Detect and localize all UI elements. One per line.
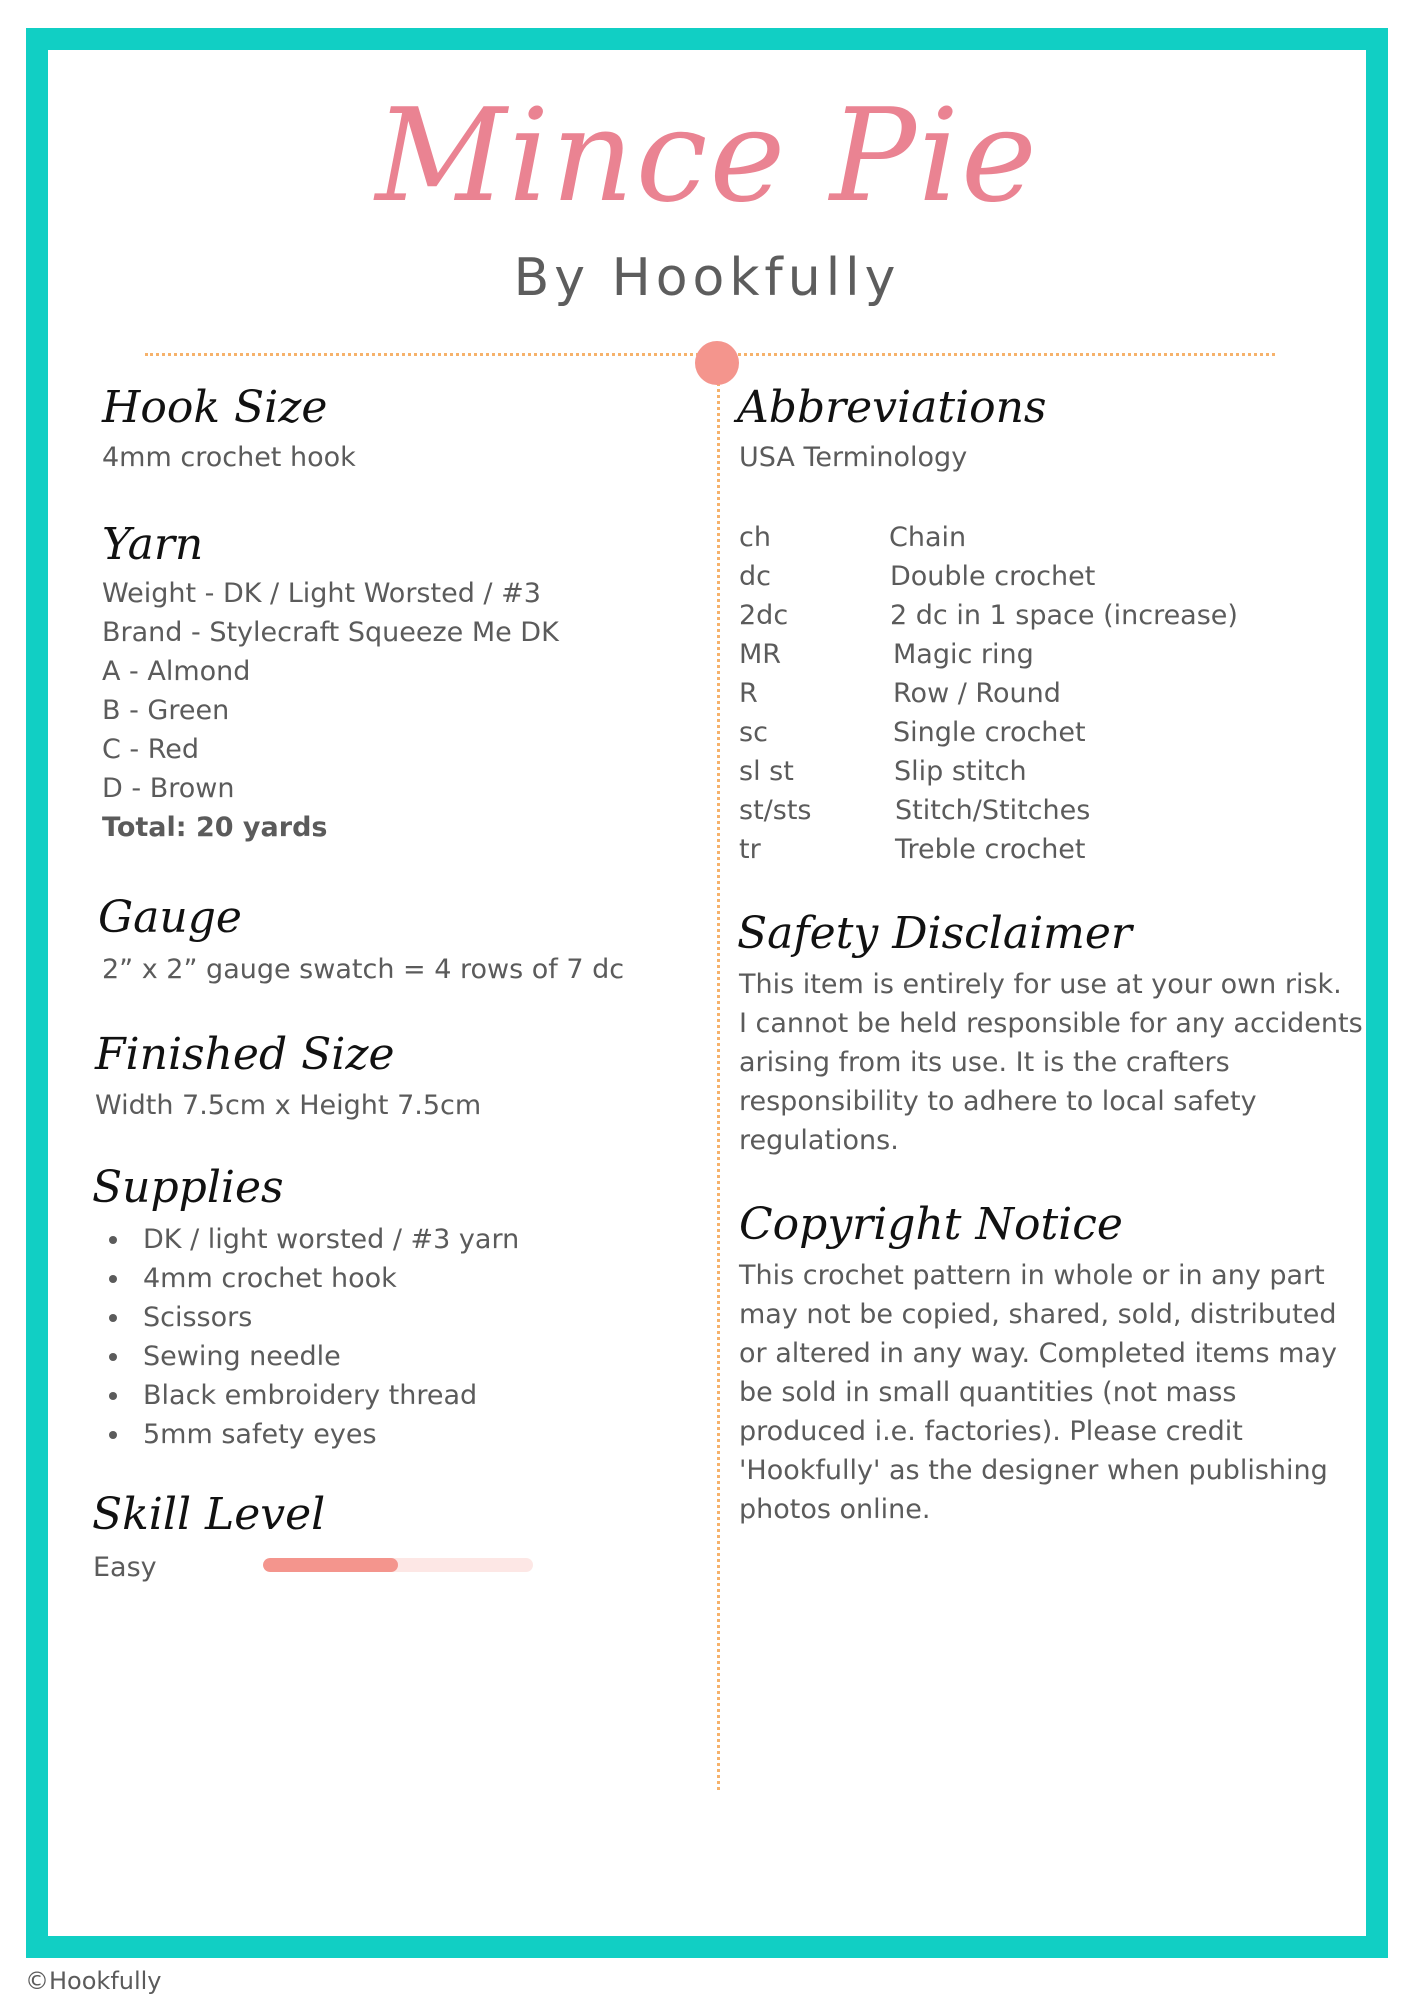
safety-line: responsibility to adhere to local safety [739, 1086, 1257, 1117]
copyright-line: be sold in small quantities (not mass [739, 1377, 1237, 1408]
copyright-line: produced i.e. factories). Please credit [739, 1416, 1243, 1447]
abbreviations-heading: Abbreviations [737, 382, 1047, 433]
copyright-line: This crochet pattern in whole or in any part [739, 1260, 1325, 1291]
bullet-icon [109, 1275, 117, 1283]
hook-size-heading: Hook Size [102, 382, 328, 433]
abbr-meaning: Row / Round [893, 678, 1061, 709]
yarn-line: D - Brown [102, 773, 235, 804]
abbr-meaning: Treble crochet [895, 834, 1086, 865]
copyright-line: 'Hookfully' as the designer when publishing [739, 1455, 1328, 1486]
footer-copyright: ©Hookfully [25, 1967, 162, 1995]
abbr-key: 2dc [739, 600, 789, 631]
yarn-line: A - Almond [102, 656, 251, 687]
table-row [739, 752, 1259, 791]
abbr-meaning: Magic ring [893, 639, 1034, 670]
abbr-key: sc [739, 717, 768, 748]
designer-byline: By Hookfully [513, 248, 901, 308]
supply-label: Black embroidery thread [143, 1380, 478, 1411]
table-row [739, 830, 1259, 869]
yarn-heading: Yarn [102, 519, 204, 570]
safety-disclaimer-heading: Safety Disclaimer [737, 908, 1132, 959]
yarn-total: Total: 20 yards [102, 812, 328, 843]
abbr-key: sl st [739, 756, 794, 787]
table-row [739, 557, 1259, 596]
yarn-details [102, 574, 559, 847]
terminology-note: USA Terminology [739, 442, 968, 473]
gauge-heading: Gauge [98, 892, 242, 943]
supplies-heading: Supplies [92, 1162, 284, 1213]
abbreviations-table [739, 518, 1259, 869]
copyright-line: or altered in any way. Completed items may [739, 1338, 1337, 1369]
abbr-meaning: Slip stitch [894, 756, 1027, 787]
abbr-meaning: Chain [889, 522, 967, 553]
yarn-line: C - Red [102, 734, 200, 765]
abbr-key: st/sts [739, 795, 812, 826]
table-row [739, 674, 1259, 713]
gauge-text: 2” x 2” gauge swatch = 4 rows of 7 dc [102, 954, 625, 985]
supply-label: 5mm safety eyes [143, 1419, 377, 1450]
supplies-list [97, 1220, 519, 1454]
copyright-line: photos online. [739, 1494, 931, 1525]
list-item [97, 1259, 519, 1298]
copyright-notice-heading: Copyright Notice [739, 1199, 1123, 1250]
finished-size-heading: Finished Size [95, 1029, 395, 1080]
list-item [97, 1220, 519, 1259]
skill-level-bar [263, 1558, 533, 1572]
bullet-icon [109, 1236, 117, 1244]
yarn-line: Weight - DK / Light Worsted / #3 [102, 578, 541, 609]
table-row [739, 596, 1259, 635]
pattern-title: Mince Pie [375, 82, 1039, 231]
skill-level-heading: Skill Level [92, 1489, 326, 1540]
copyright-line: may not be copied, shared, sold, distributed [739, 1299, 1337, 1330]
supply-label: Sewing needle [143, 1341, 341, 1372]
abbr-key: R [739, 678, 758, 709]
yarn-line: Brand - Stylecraft Squeeze Me DK [102, 617, 559, 648]
safety-line: regulations. [739, 1125, 899, 1156]
copyright-notice-text [739, 1256, 1337, 1529]
abbr-key: ch [739, 522, 771, 553]
list-item [97, 1415, 519, 1454]
hook-size-text: 4mm crochet hook [102, 442, 356, 473]
table-row [739, 518, 1259, 557]
abbr-meaning: Single crochet [893, 717, 1086, 748]
bullet-icon [109, 1314, 117, 1322]
safety-line: I cannot be held responsible for any accidents [739, 1008, 1363, 1039]
safety-line: This item is entirely for use at your own risk. [739, 969, 1342, 1000]
vertical-divider [717, 365, 720, 1790]
abbr-meaning: Stitch/Stitches [895, 795, 1091, 826]
bullet-icon [109, 1392, 117, 1400]
table-row [739, 713, 1259, 752]
abbr-meaning: Double crochet [890, 561, 1096, 592]
finished-size-text: Width 7.5cm x Height 7.5cm [95, 1090, 482, 1121]
safety-disclaimer-text [739, 965, 1363, 1160]
supply-label: Scissors [143, 1302, 253, 1333]
table-row [739, 635, 1259, 674]
divider-dot [695, 341, 739, 385]
list-item [97, 1376, 519, 1415]
yarn-line: B - Green [102, 695, 230, 726]
skill-level-fill [263, 1558, 398, 1572]
abbr-key: MR [739, 639, 782, 670]
supply-label: 4mm crochet hook [143, 1263, 397, 1294]
list-item [97, 1298, 519, 1337]
bullet-icon [109, 1431, 117, 1439]
skill-level-text: Easy [93, 1552, 157, 1583]
safety-line: arising from its use. It is the crafters [739, 1047, 1230, 1078]
bullet-icon [109, 1353, 117, 1361]
abbr-key: dc [739, 561, 771, 592]
table-row [739, 791, 1259, 830]
abbr-key: tr [739, 834, 761, 865]
list-item [97, 1337, 519, 1376]
supply-label: DK / light worsted / #3 yarn [143, 1224, 520, 1255]
abbr-meaning: 2 dc in 1 space (increase) [890, 600, 1238, 631]
